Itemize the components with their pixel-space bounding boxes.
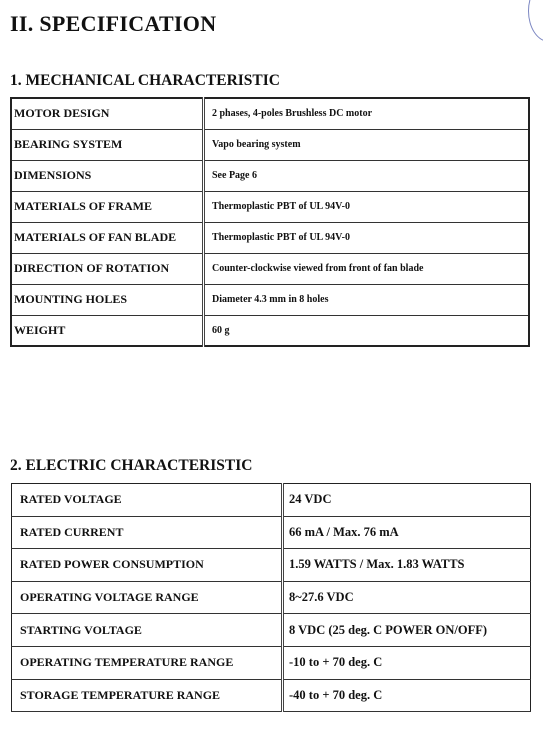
- spec-label: MATERIALS OF FRAME: [11, 191, 204, 222]
- spec-label: RATED POWER CONSUMPTION: [12, 549, 283, 582]
- table-row: [12, 679, 531, 712]
- table-row: [12, 581, 531, 614]
- spec-label: DIRECTION OF ROTATION: [11, 253, 204, 284]
- spec-value: Thermoplastic PBT of UL 94V-0: [204, 191, 530, 222]
- spec-value: 1.59 WATTS / Max. 1.83 WATTS: [283, 549, 531, 582]
- table-row: [11, 284, 529, 315]
- table-row: [11, 129, 529, 160]
- spec-value: 8~27.6 VDC: [283, 581, 531, 614]
- spec-label: MOTOR DESIGN: [11, 98, 204, 129]
- spec-label: DIMENSIONS: [11, 160, 204, 191]
- spec-label: RATED VOLTAGE: [12, 484, 283, 517]
- spec-value: 66 mA / Max. 76 mA: [283, 516, 531, 549]
- spec-label: OPERATING VOLTAGE RANGE: [12, 581, 283, 614]
- table-row: [11, 315, 529, 346]
- spec-label: RATED CURRENT: [12, 516, 283, 549]
- spec-value: 8 VDC (25 deg. C POWER ON/OFF): [283, 614, 531, 647]
- mechanical-spec-table: [10, 97, 530, 347]
- spec-label: MOUNTING HOLES: [11, 284, 204, 315]
- spec-value: 24 VDC: [283, 484, 531, 517]
- electric-spec-table: [11, 483, 531, 712]
- spec-label: STARTING VOLTAGE: [12, 614, 283, 647]
- spec-label: WEIGHT: [11, 315, 204, 346]
- table-row: [12, 549, 531, 582]
- table-row: [11, 253, 529, 284]
- page-title: II. SPECIFICATION: [10, 11, 217, 36]
- table-row: [12, 614, 531, 647]
- spec-value: Thermoplastic PBT of UL 94V-0: [204, 222, 530, 253]
- spec-value: Vapo bearing system: [204, 129, 530, 160]
- table-row: [11, 222, 529, 253]
- spec-value: See Page 6: [204, 160, 530, 191]
- spec-value: 2 phases, 4-poles Brushless DC motor: [204, 98, 530, 129]
- spec-value: -10 to + 70 deg. C: [283, 646, 531, 679]
- spec-label: MATERIALS OF FAN BLADE: [11, 222, 204, 253]
- spec-value: -40 to + 70 deg. C: [283, 679, 531, 712]
- spec-value: 60 g: [204, 315, 530, 346]
- table-row: [12, 516, 531, 549]
- spec-value: Diameter 4.3 mm in 8 holes: [204, 284, 530, 315]
- spec-label: STORAGE TEMPERATURE RANGE: [12, 679, 283, 712]
- spec-value: Counter-clockwise viewed from front of fan blade: [204, 253, 530, 284]
- spec-label: BEARING SYSTEM: [11, 129, 204, 160]
- table-row: [11, 98, 529, 129]
- table-row: [11, 191, 529, 222]
- table-row: [12, 484, 531, 517]
- corner-decoration: [528, 0, 543, 42]
- table-row: [12, 646, 531, 679]
- electric-heading: 2. ELECTRIC CHARACTERISTIC: [10, 457, 253, 474]
- mechanical-heading: 1. MECHANICAL CHARACTERISTIC: [10, 72, 280, 89]
- spec-label: OPERATING TEMPERATURE RANGE: [12, 646, 283, 679]
- table-row: [11, 160, 529, 191]
